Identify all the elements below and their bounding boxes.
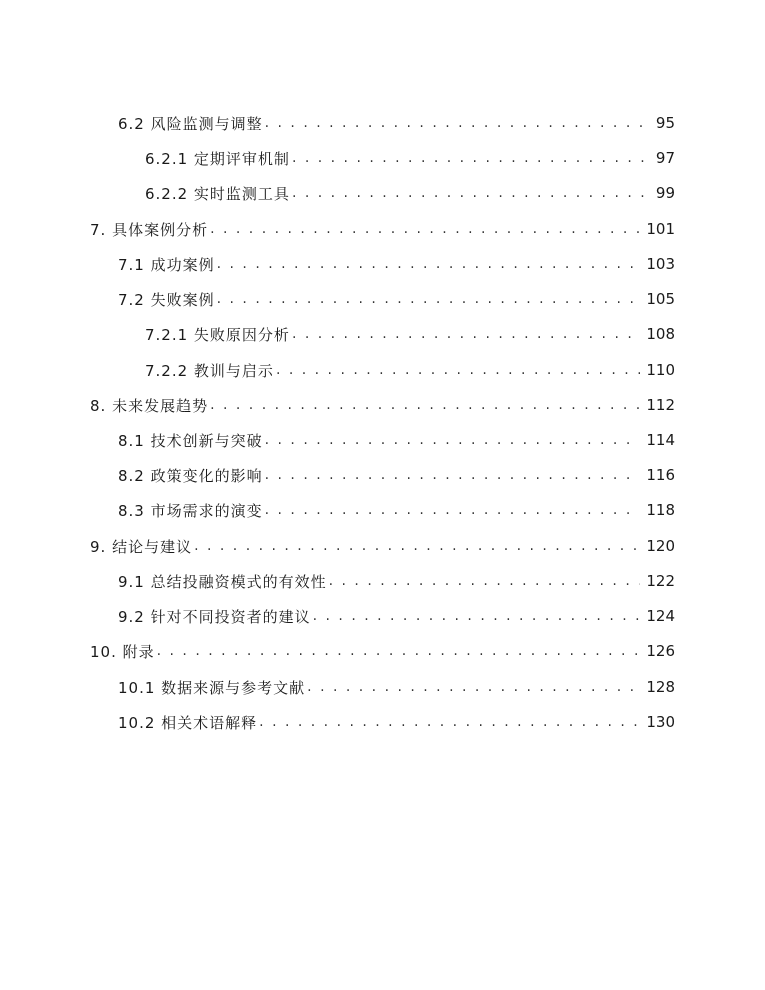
toc-entry[interactable] (118, 249, 675, 279)
toc-dot-leader (307, 679, 640, 695)
toc-page-number: 110 (646, 361, 675, 379)
toc-dot-leader (265, 502, 641, 518)
toc-entry[interactable] (118, 672, 675, 702)
toc-entry[interactable] (118, 108, 675, 138)
toc-entry[interactable] (118, 425, 675, 455)
toc-dot-leader (292, 185, 650, 201)
toc-dot-leader (329, 573, 641, 589)
toc-dot-leader (265, 115, 650, 131)
toc-dot-leader (157, 643, 641, 659)
toc-entry[interactable] (118, 601, 675, 631)
toc-entry[interactable] (145, 319, 675, 349)
toc-entry[interactable] (145, 178, 675, 208)
toc-entry-title: 8. 未来发展趋势 (90, 396, 209, 415)
toc-entry-title: 6.2.1 定期评审机制 (145, 149, 290, 168)
toc-entry-title: 10.1 数据来源与参考文献 (118, 678, 306, 697)
toc-page-number: 105 (646, 290, 675, 308)
toc-dot-leader (292, 150, 650, 166)
toc-dot-leader (276, 362, 640, 378)
toc-entry-title: 10.2 相关术语解释 (118, 713, 258, 732)
toc-entry-title: 7.2.1 失败原因分析 (145, 325, 290, 344)
toc-page-number: 130 (646, 713, 675, 731)
toc-entry-title: 6.2.2 实时监测工具 (145, 184, 290, 203)
toc-entry-title: 7. 具体案例分析 (90, 220, 209, 239)
toc-entry-title: 7.2 失败案例 (118, 290, 215, 309)
toc-dot-leader (265, 467, 641, 483)
toc-entry[interactable] (90, 531, 675, 561)
toc-page-number: 128 (646, 678, 675, 696)
toc-dot-leader (194, 538, 640, 554)
toc-dot-leader (217, 291, 641, 307)
toc-entry[interactable] (90, 390, 675, 420)
toc-page-number: 122 (646, 572, 675, 590)
toc-dot-leader (259, 714, 640, 730)
toc-entry-title: 10. 附录 (90, 642, 155, 661)
toc-dot-leader (210, 221, 640, 237)
toc-page-number: 114 (646, 431, 675, 449)
toc-page-number: 116 (646, 466, 675, 484)
toc-entry[interactable] (118, 460, 675, 490)
toc-page-number: 120 (646, 537, 675, 555)
toc-entry-title: 9.2 针对不同投资者的建议 (118, 607, 311, 626)
toc-dot-leader (313, 608, 641, 624)
toc-entry[interactable] (145, 355, 675, 385)
toc-dot-leader (292, 326, 640, 342)
toc-entry-title: 9. 结论与建议 (90, 537, 193, 556)
toc-entry[interactable] (118, 707, 675, 737)
toc-page-number: 118 (646, 501, 675, 519)
toc-entry[interactable] (145, 143, 675, 173)
toc-page-number: 97 (655, 149, 675, 167)
toc-entry[interactable] (118, 495, 675, 525)
toc-page-number: 95 (655, 114, 675, 132)
toc-entry[interactable] (118, 566, 675, 596)
toc-entry-title: 8.2 政策变化的影响 (118, 466, 263, 485)
toc-page-number: 103 (646, 255, 675, 273)
toc-entry[interactable] (90, 636, 675, 666)
toc-entry-title: 8.3 市场需求的演变 (118, 501, 263, 520)
toc-page-number: 124 (646, 607, 675, 625)
toc-page-number: 99 (655, 184, 675, 202)
toc-entry-title: 7.2.2 教训与启示 (145, 361, 274, 380)
toc-page-number: 126 (646, 642, 675, 660)
toc-entry-title: 7.1 成功案例 (118, 255, 215, 274)
toc-entry[interactable] (118, 284, 675, 314)
toc-entry[interactable] (90, 214, 675, 244)
toc-dot-leader (217, 256, 641, 272)
toc-page-number: 112 (646, 396, 675, 414)
toc-dot-leader (265, 432, 641, 448)
toc-entry-title: 6.2 风险监测与调整 (118, 114, 263, 133)
toc-page-number: 108 (646, 325, 675, 343)
toc-entry-title: 8.1 技术创新与突破 (118, 431, 263, 450)
toc-page-number: 101 (646, 220, 675, 238)
toc-dot-leader (210, 397, 640, 413)
toc-entry-title: 9.1 总结投融资模式的有效性 (118, 572, 327, 591)
